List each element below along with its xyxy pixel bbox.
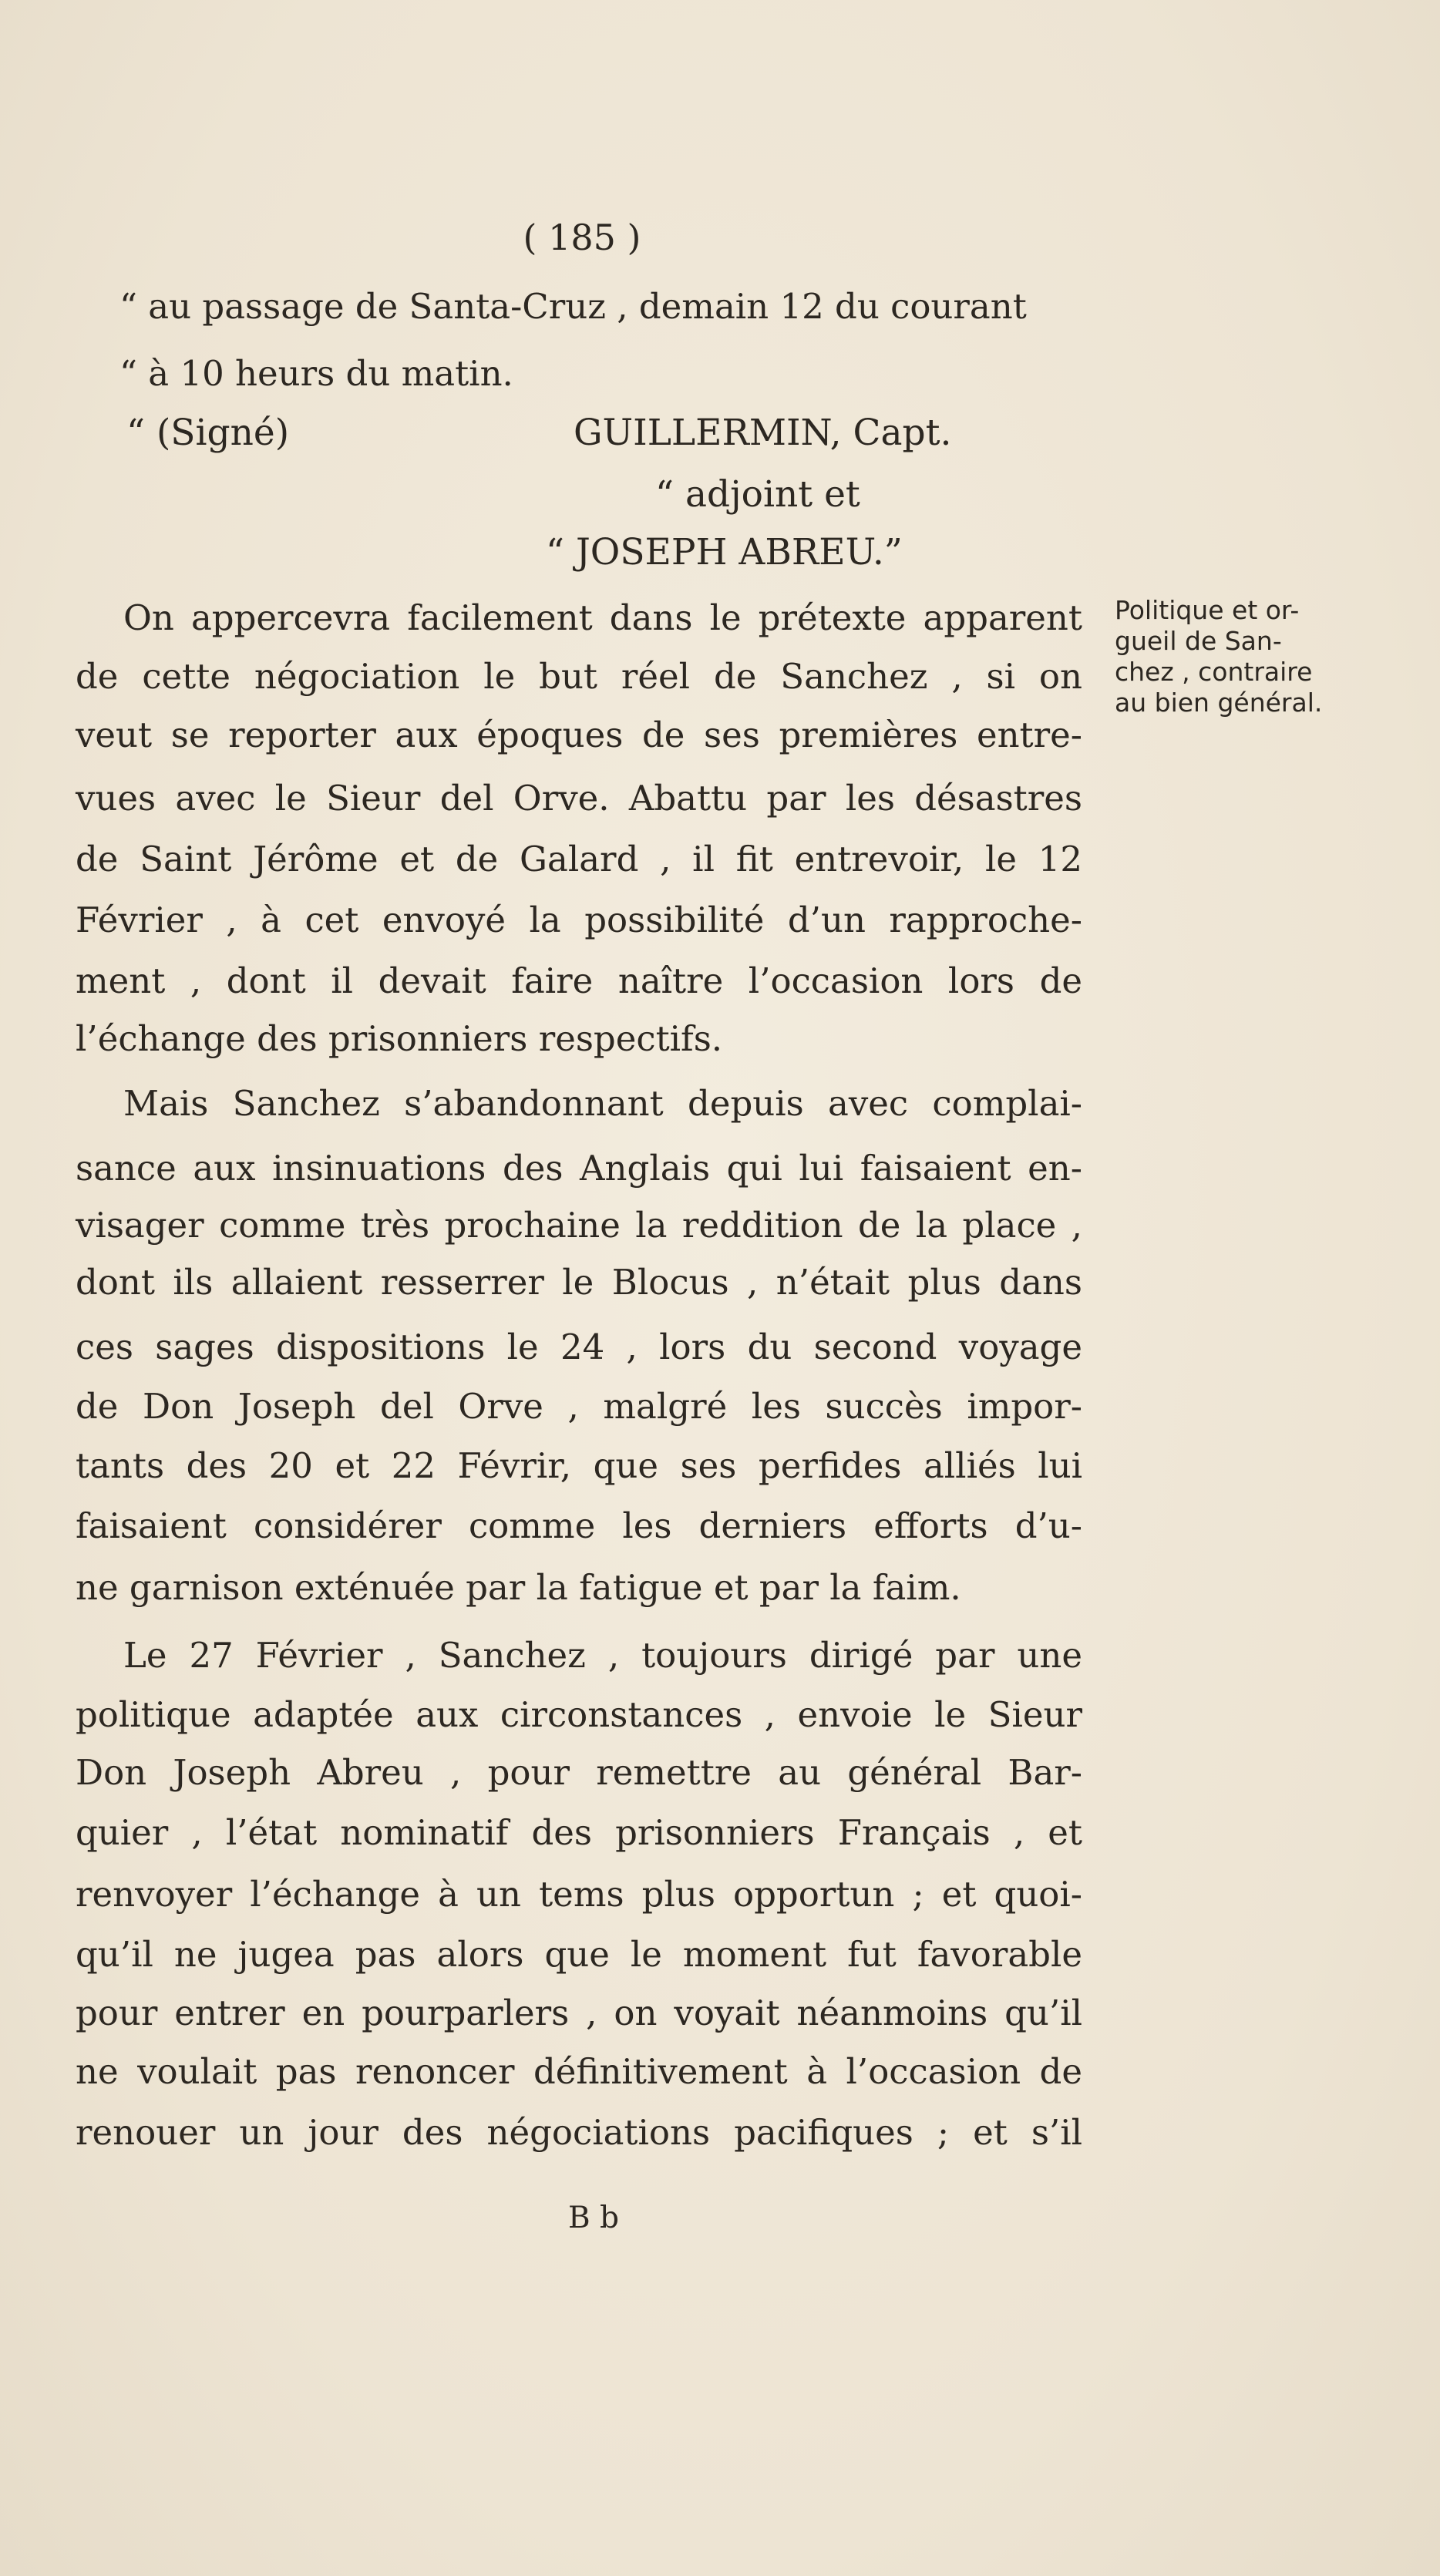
paragraph-2-line-6: de Don Joseph del Orve , malgré les succès impor- [76,1386,1082,1427]
paragraph-2-line-1: Mais Sanchez s’abandonnant depuis avec complai- [123,1083,1082,1124]
paragraph-2-line-8: faisaient considérer comme les derniers efforts d’u- [76,1505,1082,1546]
letter-line-2: “ à 10 heurs du matin. [119,353,513,394]
paragraph-3-line-5: renvoyer l’échange à un tems plus opportun ; et quoi- [76,1874,1082,1915]
signature-name-1: GUILLERMIN, Capt. [574,412,952,454]
paragraph-2-line-3: visager comme très prochaine la reddition de la place , [76,1205,1082,1246]
paragraph-1-line-7: ment , dont il devait faire naître l’occasion lors de [76,960,1082,1001]
paragraph-2-line-9: ne garnison exténuée par la fatigue et par la faim. [76,1567,961,1608]
marginal-note [1115,595,1408,718]
signature-name-2: “ JOSEPH ABREU.” [546,531,903,573]
paragraph-3-line-2: politique adaptée aux circonstances , envoie le Sieur [76,1694,1082,1735]
page-number: ( 185 ) [523,217,641,258]
paragraph-1-line-1: On appercevra facilement dans le prétexte apparent [123,597,1082,638]
paragraph-2-line-2: sance aux insinuations des Anglais qui lui faisaient en- [76,1148,1082,1189]
paragraph-1-line-2: de cette négociation le but réel de Sanchez , si on [76,656,1082,697]
marginal-note-line-1: Politique et or- [1115,595,1300,625]
paragraph-3-line-9: renouer un jour des négociations pacifiques ; et s’il [76,2112,1082,2153]
paragraph-2-line-7: tants des 20 et 22 Févrir, que ses perfides alliés lui [76,1445,1082,1486]
paragraph-3-line-6: qu’il ne jugea pas alors que le moment fut favorable [76,1934,1082,1975]
paragraph-1-line-8: l’échange des prisonniers respectifs. [76,1018,723,1059]
signature-mark: B b [567,2201,620,2235]
signed-label: “ (Signé) [126,412,290,454]
paragraph-3-line-4: quier , l’état nominatif des prisonniers Français , et [76,1812,1082,1853]
paragraph-2-line-5: ces sages dispositions le 24 , lors du second voyage [76,1327,1082,1367]
paragraph-1-line-3: veut se reporter aux époques de ses premières entre- [76,715,1082,755]
letter-line-1: “ au passage de Santa-Cruz , demain 12 du courant [119,286,1027,327]
paragraph-1-line-5: de Saint Jérôme et de Galard , il fit entrevoir, le 12 [76,839,1082,879]
signature-adjoint: “ adjoint et [655,473,860,516]
paragraph-3-line-7: pour entrer en pourparlers , on voyait néanmoins qu’il [76,1993,1082,2033]
paragraph-1-line-4: vues avec le Sieur del Orve. Abattu par les désastres [76,778,1082,819]
marginal-note-line-4: au bien général. [1115,688,1323,718]
paragraph-1-line-6: Février , à cet envoyé la possibilité d’un rapproche- [76,900,1082,940]
paragraph-3-line-8: ne voulait pas renoncer définitivement à l’occasion de [76,2051,1082,2092]
paragraph-3-line-3: Don Joseph Abreu , pour remettre au général Bar- [76,1752,1082,1793]
marginal-note-line-2: gueil de San- [1115,626,1282,656]
paragraph-2-line-4: dont ils allaient resserrer le Blocus , n’était plus dans [76,1262,1082,1303]
paragraph-3-line-1: Le 27 Février , Sanchez , toujours dirigé par une [123,1635,1082,1676]
marginal-note-line-3: chez , contraire [1115,657,1313,687]
